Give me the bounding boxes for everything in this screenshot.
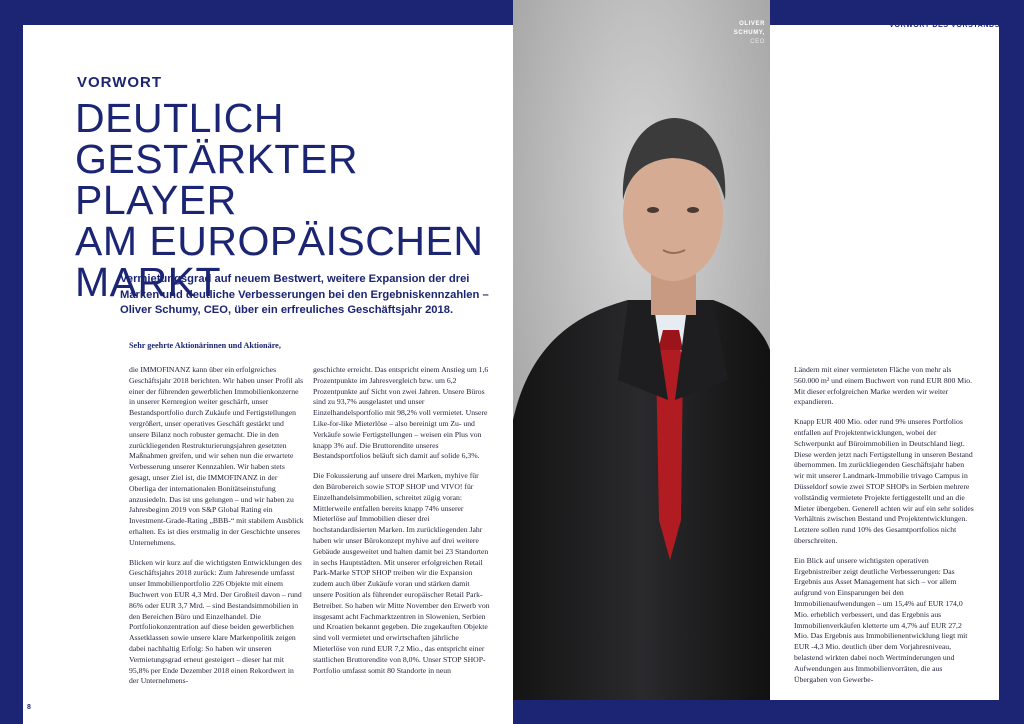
section-label: VORWORT DES VORSTANDS <box>889 22 1000 29</box>
body-paragraph: Knapp EUR 400 Mio. oder rund 9% unseres Portfolios entfallen auf Projektentwicklungen, wobei der Schwerpunkt auf Büroimmobilien in Deutschland liegt. Diese werden jetzt nach Fertigstellung in unseren Bestand übernommen. Im zurückliegenden Geschäftsjahr haben wir mit unserer Landmark-Immobilie trivago Campus in Düsseldorf sowie zwei STOP SHOPs in Serbien mehrere vollständig vermietete Projekte fertiggestellt und an die Mieter übergeben. Generell achten wir auf ein sehr solides Verhältnis zwischen Bestand und Projektentwicklungen. Letztere sollen rund 10% des Gesamtportfolios nicht überschreiten. <box>794 417 974 545</box>
page-number: 8 <box>27 704 31 711</box>
headline-line: AM EUROPÄISCHEN <box>75 218 484 264</box>
salutation: Sehr geehrte Aktionärinnen und Aktionäre, <box>129 341 281 350</box>
kicker: VORWORT <box>77 74 163 91</box>
body-paragraph: Blicken wir kurz auf die wichtigsten Entwicklungen des Geschäftsjahrs 2018 zurück: Zum Jahresende umfasst unser Immobilienportfolio 226 Objekte mit einem Buchwert von EUR 4,3 Mrd. Der Großteil davon – rund 86% oder EUR 3,7 Mrd. – sind Bestandsimmobilien in den Bereichen Büro und Einzelhandel. Die Portfoliokonzentration auf diese beiden gewerblichen Assetklassen sowie unsere klare Markenpolitik zeigen dabei nachhaltig Erfolg: So haben wir unseren Vermietungsgrad erneut gesteigert – dieser hat mit 95,8% per Ende Dezember 2018 einen Rekordwert in der Unternehmens- <box>129 557 302 686</box>
photo-caption <box>705 20 765 47</box>
text-column-1 <box>129 365 305 696</box>
navy-band-top-left <box>0 0 513 25</box>
caption-name-line1: OLIVER <box>739 21 765 27</box>
ceo-portrait-photo <box>513 0 770 700</box>
body-paragraph: geschichte erreicht. Das entspricht einem Anstieg um 1,6 Prozentpunkte im Jahresvergleich bzw. um 6,2 Prozentpunkte auf Sicht von zwei Jahren. Unsere Büros sind zu 93,7% ausgelastet und unser Einzelhandelsportfolio mit 98,2% voll vermietet. Unsere Like-for-like Mieterlöse – also bereinigt um Zu- und Verkäufe sowie Fertigstellungen – weisen ein Plus von knapp 3% auf. Die Bruttorendite unseres Bestandsportfolios beläuft sich damit auf solide 6,3%. <box>313 365 489 461</box>
text-column-2 <box>313 365 491 685</box>
body-paragraph: Ein Blick auf unsere wichtigsten operativen Ergebnistreiber zeigt deutliche Verbesserungen: Das Ergebnis aus Asset Management hat sich – vor allem aufgrund von Einsparungen bei den Immobilienaufwendungen – um 15,4% auf EUR 174,0 Mio. erheblich verbessert, und das Ergebnis aus Immobilienverkäufen kletterte um 4,7% auf EUR 27,2 Mio. Das Ergebnis aus Immobilienentwicklung liegt mit EUR -4,3 Mio. deutlich über dem Vorjahresniveau, belastend wirkten dabei noch Wertminderungen und Aufwendungen aus Immobilienvorräten, die aus Übergaben von Gewerbe- <box>794 555 968 684</box>
text-column-3 <box>794 365 976 694</box>
navy-band-bottom-right <box>513 700 1024 724</box>
headline-line: DEUTLICH <box>75 95 285 141</box>
body-paragraph: die IMMOFINANZ kann über ein erfolgreiches Geschäftsjahr 2018 berichten. Wir haben unser Profil als einer der führenden gewerblichen Immobilienkonzerne in unserer Kernregion weiter geschärft, unser Bestandsportfolio durch Zukäufe und Fertigstellungen vergrößert, unser operatives Geschäft gestärkt und unsere Bilanz noch robuster gemacht. Die in den zurückliegenden Restrukturierungsjahren gesetzten Maßnahmen greifen, und wir sehen nun die erwartete Verbesserung unserer Kennzahlen. Wir haben stets gesagt, unser Ziel ist, die IMMOFINANZ in der Oberliga der internationalen Bonitätseinstufung anzusiedeln. Das ist uns gelungen – und wir haben zu Jahresbeginn 2019 von S&P Global Rating ein Investment-Grade-Rating „BBB-“ mit stabilem Ausblick erhalten. Es ist dies erstmalig in der Geschichte unseres Unternehmens. <box>129 365 304 547</box>
ceo-portrait-illustration <box>513 0 770 700</box>
caption-name-line2: SCHUMY, <box>733 30 765 36</box>
navy-band-right-lower <box>999 250 1024 724</box>
headline-line: GESTÄRKTER PLAYER <box>75 136 358 223</box>
body-paragraph: Die Fokussierung auf unsere drei Marken, myhive für den Bürobereich sowie STOP SHOP und VIVO! für Einzelhandelsimmobilien, schreitet zügig voran: Mittlerweile entfallen bereits knapp 74% unserer Mieterlöse auf Immobilien dieser drei hochstandardisierten Marken. Im zurückliegenden Jahr haben wir unser Bürokonzept myhive auf drei weitere Gebäude ausgeweitet und halten damit bei 23 Standorten in sechs Hauptstädten. Mit unserer erfolgreichen Retail Park-Marke STOP SHOP treiben wir die Expansion zudem auch über Zukäufe voran und stärken damit unsere Position als führender europäischer Retail Park-Betreiber. So haben wir Mitte November den Erwerb von insgesamt acht Fachmarktzentren in Slowenien, Serbien und Kroatien bekannt gegeben. Die zugekauften Objekte sind voll vermietet und erwirtschaften jährliche Mieterlöse von rund EUR 7,2 Mio., das entspricht einer stattlichen Bruttorendite von 8,0%. Unser STOP SHOP-Portfolio umfasst somit 80 Standorte in neun <box>313 471 490 675</box>
headline-line: MARKT <box>75 259 221 305</box>
lead-paragraph: Vermietungsgrad auf neuem Bestwert, weitere Expansion der drei Marken und deutliche Verbesserungen bei den Ergebniskennzahlen – Oliver Schumy, CEO, über ein erfreuliches Geschäftsjahr 2018. <box>120 273 489 316</box>
caption-role: CEO <box>750 39 765 45</box>
navy-band-right-upper <box>999 0 1024 250</box>
body-paragraph: Ländern mit einer vermieteten Fläche von mehr als 560.000 m² und einem Buchwert von rund EUR 800 Mio. Mit dieser erfolgreichen Marke werden wir weiter expandieren. <box>794 365 973 407</box>
navy-band-left <box>0 0 23 724</box>
